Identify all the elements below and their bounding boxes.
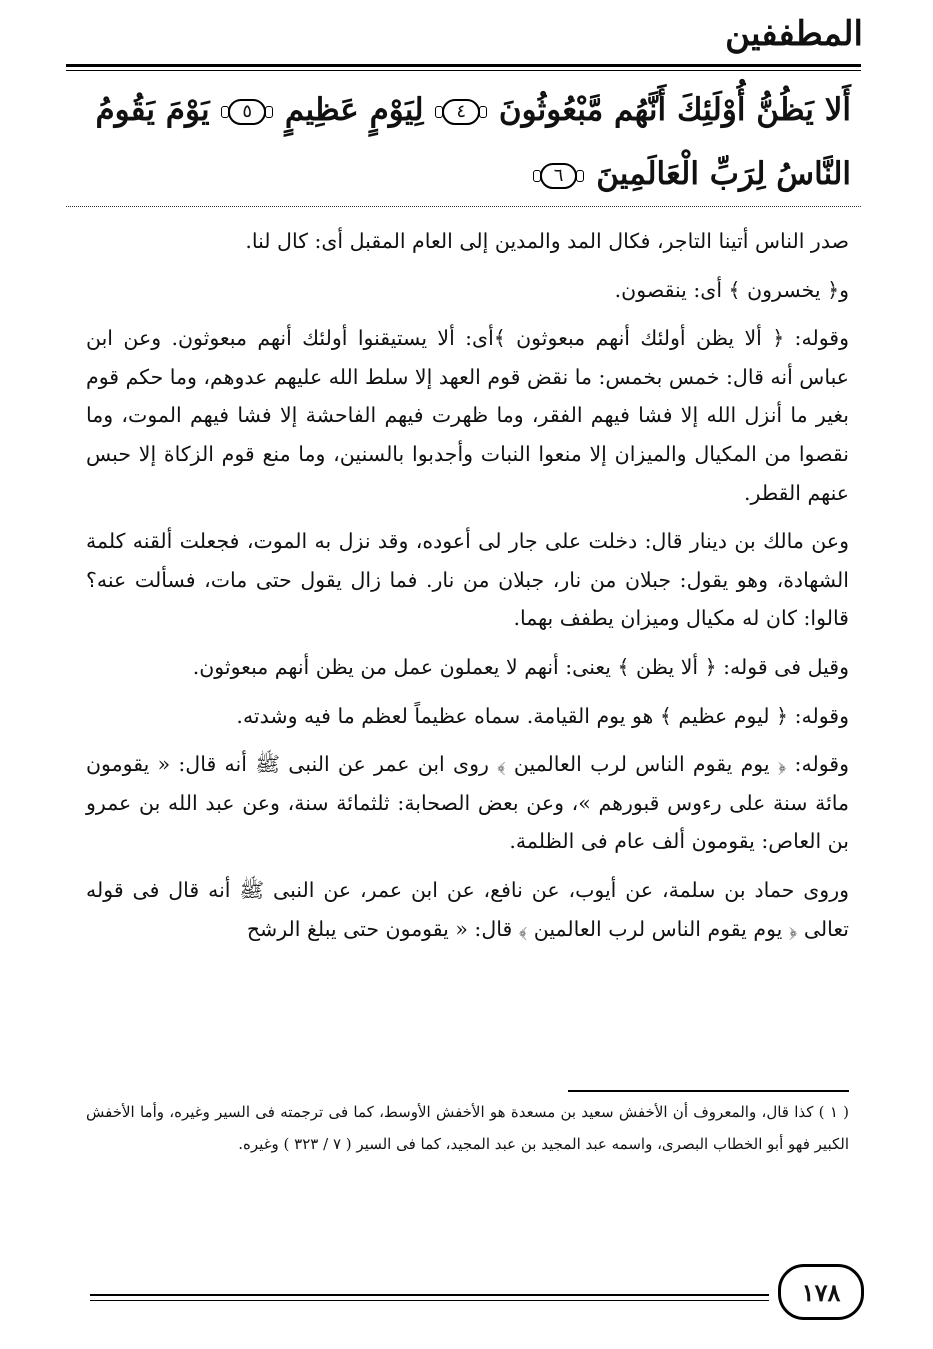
page-number-badge: ١٧٨ (778, 1264, 864, 1320)
running-header: المطففين (725, 14, 863, 54)
commentary-paragraph: وروى حماد بن سلمة، عن أيوب، عن نافع، عن ابن عمر، عن النبى ﷺ أنه قال فى قوله تعالى ﴿ يوم يقوم الناس لرب العالمين ﴾ قال: « يقومون حتى يبلغ الرشح (86, 877, 849, 941)
commentary-paragraph: صدر الناس أتينا التاجر، فكال المد والمدين إلى العام المقبل أى: كال لنا. (245, 229, 849, 253)
commentary-paragraph: وقوله: ﴿ ألا يظن أولئك أنهم مبعوثون ﴾أى: ألا يستيقنوا أولئك أنهم مبعوثون. وعن ابن عباس أنه قال: خمس بخمس: ما نقض قوم العهد إلا سلط الله عليهم عدوهم، وما حكم قوم بغير ما أنزل الله إلا فشا فيهم الفقر، وما ظهرت فيهم الفاحشة إلا فشا فيهم الموت، وما نقصوا من المكيال والميزان إلا منعوا النبات وأجدبوا بالسنين، وما منع قوم الزكاة إلا حبس عنهم القطر. (86, 326, 849, 505)
verse-6-text: يَوْمَ يَقُومُ النَّاسُ لِرَبِّ الْعَالَمِينَ (95, 92, 851, 192)
commentary-paragraph: وعن مالك بن دينار قال: دخلت على جار لى أعوده، وقد نزل به الموت، فجعلت ألقنه كلمة الشهادة، وهو يقول: جبلان من نار، جبلان من نار. فما زال يقول حتى مات، فسألت عنه؟ قالوا: كان له مكيال وميزان يطفف بهما. (86, 529, 849, 631)
verse-5-text: لِيَوْمٍ عَظِيمٍ (284, 92, 424, 128)
commentary-paragraph: وقوله: ﴿ يوم يقوم الناس لرب العالمين ﴾ روى ابن عمر عن النبى ﷺ أنه قال: « يقومون مائة سنة على رءوس قبورهم »، وعن بعض الصحابة: ثلثمائة سنة، وعن عبد الله بن عمرو بن العاص: يقومون ألف عام فى الظلمة. (86, 752, 849, 854)
ayah-number-marker: ٤ (442, 99, 480, 125)
quran-verse-block (68, 78, 851, 206)
commentary-paragraph: وقوله: ﴿ ليوم عظيم ﴾ هو يوم القيامة. سماه عظيماً لعظم ما فيه وشدته. (236, 703, 849, 728)
header-rule-thin (66, 70, 861, 71)
ayah-number-marker: ٦ (540, 163, 578, 189)
ayah-number-marker: ٥ (228, 99, 266, 125)
header-rule (66, 64, 861, 67)
commentary-paragraph: وقيل فى قوله: ﴿ ألا يظن ﴾ يعنى: أنهم لا يعملون عمل من يظن أنهم مبعوثون. (192, 654, 849, 679)
footnote-1: ( ١ ) كذا قال، والمعروف أن الأخفش سعيد بن مسعدة هو الأخفش الأوسط، كما فى ترجمته فى السير وغيره، وأما الأخفش الكبير فهو أبو الخطاب البصرى، واسمه عبد المجيد بن عبد المجيد، كما فى السير ( ٧ / ٣٢٣ ) وغيره. (86, 1103, 849, 1153)
footer-rule-thin (90, 1300, 769, 1301)
commentary-paragraph: و﴿ يخسرون ﴾ أى: ينقصون. (614, 277, 849, 302)
footnote-separator (568, 1090, 849, 1092)
footer-rule (90, 1294, 769, 1296)
footnotes (86, 1096, 849, 1160)
verse-4-text: أَلا يَظُنُّ أُوْلَئِكَ أَنَّهُم مَّبْعُوثُونَ (498, 92, 851, 128)
commentary-body (86, 222, 849, 958)
verse-divider (66, 206, 861, 207)
